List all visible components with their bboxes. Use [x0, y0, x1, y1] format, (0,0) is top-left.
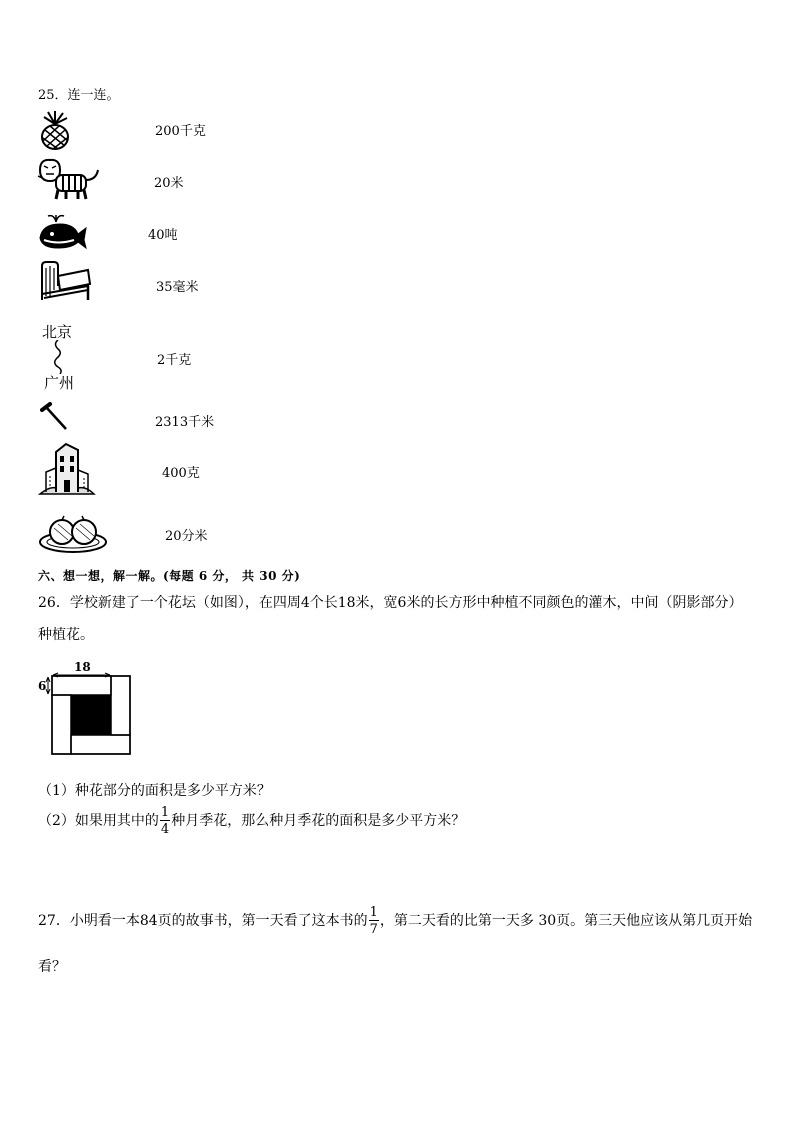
question-26-text-line2: 种植花。: [38, 627, 94, 643]
fraction-one-seventh: $\frac{1}{7}$: [369, 905, 378, 937]
width-label: 6: [38, 679, 47, 693]
question-26-sub-2: [38, 806, 465, 836]
question-26-text: 26．学校新建了一个花坛（如图），在四周4个长18米，宽6米的长方形中种植不同颜色的灌木，中间（阴影部分）: [38, 595, 743, 611]
question-26-sub-1: （1）种花部分的面积是多少平方米？: [38, 783, 271, 799]
sub-2-before: （2）如果用其中的: [38, 813, 159, 829]
city-label-guangzhou: 广州: [44, 374, 75, 392]
bed-icon: [38, 260, 94, 304]
question-27-text-line2: 看？: [38, 959, 66, 975]
section-6-header: 六、想一想，解一解。(每题 6 分， 共 30 分): [38, 569, 301, 583]
tiger-icon: [36, 156, 102, 202]
plate-apples-icon: [38, 512, 108, 554]
q27-after: ，第二天看的比第一天多 30页。第三天他应该从第几页开始: [379, 913, 753, 929]
nail-icon: [40, 402, 70, 432]
sub-2-after: 种月季花，那么种月季花的面积是多少平方米？: [171, 813, 466, 829]
building-icon: [38, 442, 96, 496]
unit-label: 2313千米: [155, 415, 215, 430]
unit-label: 20米: [154, 176, 184, 191]
unit-label: 40吨: [148, 228, 178, 243]
flower-bed-figure: [38, 660, 138, 760]
q27-before: 27．小明看一本84页的故事书，第一天看了这本书的: [38, 913, 368, 929]
unit-label: 200千克: [155, 124, 206, 139]
fraction-one-quarter: $\frac{1}{4}$: [160, 805, 170, 837]
unit-label: 2千克: [157, 353, 192, 368]
whale-icon: [38, 212, 88, 250]
route-line-icon: [50, 340, 74, 374]
unit-label: 20分米: [165, 529, 208, 544]
pineapple-icon: [38, 110, 72, 150]
question-27-text: [38, 906, 752, 936]
city-label-beijing: 北京: [42, 323, 73, 341]
question-25-title: 25．连一连。: [38, 88, 120, 103]
unit-label: 400克: [162, 466, 200, 481]
unit-label: 35毫米: [156, 280, 199, 295]
length-label: 18: [74, 660, 91, 674]
